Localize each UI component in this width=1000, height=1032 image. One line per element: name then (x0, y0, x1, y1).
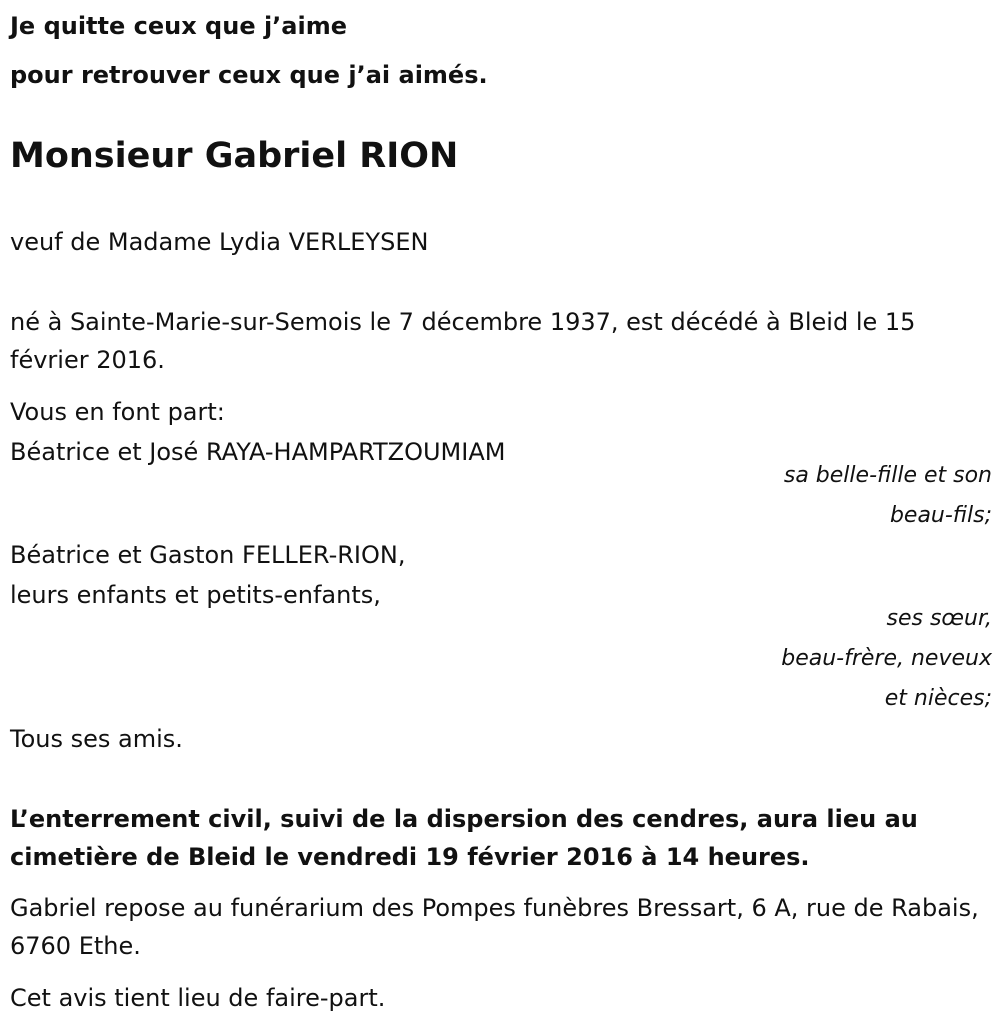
family-group-1-name: Béatrice et José RAYA-HAMPARTZOUMIAM (10, 438, 506, 466)
rest-place: Gabriel repose au funérarium des Pompes funèbres Bressart, 6 A, rue de Rabais, 6760 Ethe. (10, 894, 979, 960)
funeral-ceremony: L’enterrement civil, suivi de la dispersion des cendres, aura lieu au cimetière de Bleid le vendredi 19 février 2016 à 14 heures. (10, 805, 918, 871)
family-group-2-relation-line-3: et nièces; (884, 686, 992, 711)
family-group-2-relation-line-1: ses sœur, (886, 606, 992, 631)
birth-death-info: né à Sainte-Marie-sur-Semois le 7 décembre 1937, est décédé à Bleid le 15 février 2016. (10, 308, 916, 374)
announcement-intro: Vous en font part: (10, 398, 225, 426)
family-group-1-relation-line-1: sa belle-fille et son (783, 463, 992, 488)
friends-line: Tous ses amis. (10, 725, 183, 753)
family-group-2-name: Béatrice et Gaston FELLER-RION, (10, 541, 406, 569)
faire-part-notice: Cet avis tient lieu de faire-part. (10, 984, 386, 1012)
obituary-notice (10, 0, 992, 1032)
quote-line-2: pour retrouver ceux que j’ai aimés. (10, 61, 488, 89)
quote-line-1: Je quitte ceux que j’aime (10, 12, 348, 40)
family-group-2-relation-line-2: beau-frère, neveux (781, 646, 992, 671)
deceased-name: Monsieur Gabriel RION (10, 136, 459, 176)
family-group-1-relation-line-2: beau-fils; (889, 503, 992, 528)
family-group-2-children: leurs enfants et petits-enfants, (10, 581, 381, 609)
spouse-info: veuf de Madame Lydia VERLEYSEN (10, 228, 429, 256)
